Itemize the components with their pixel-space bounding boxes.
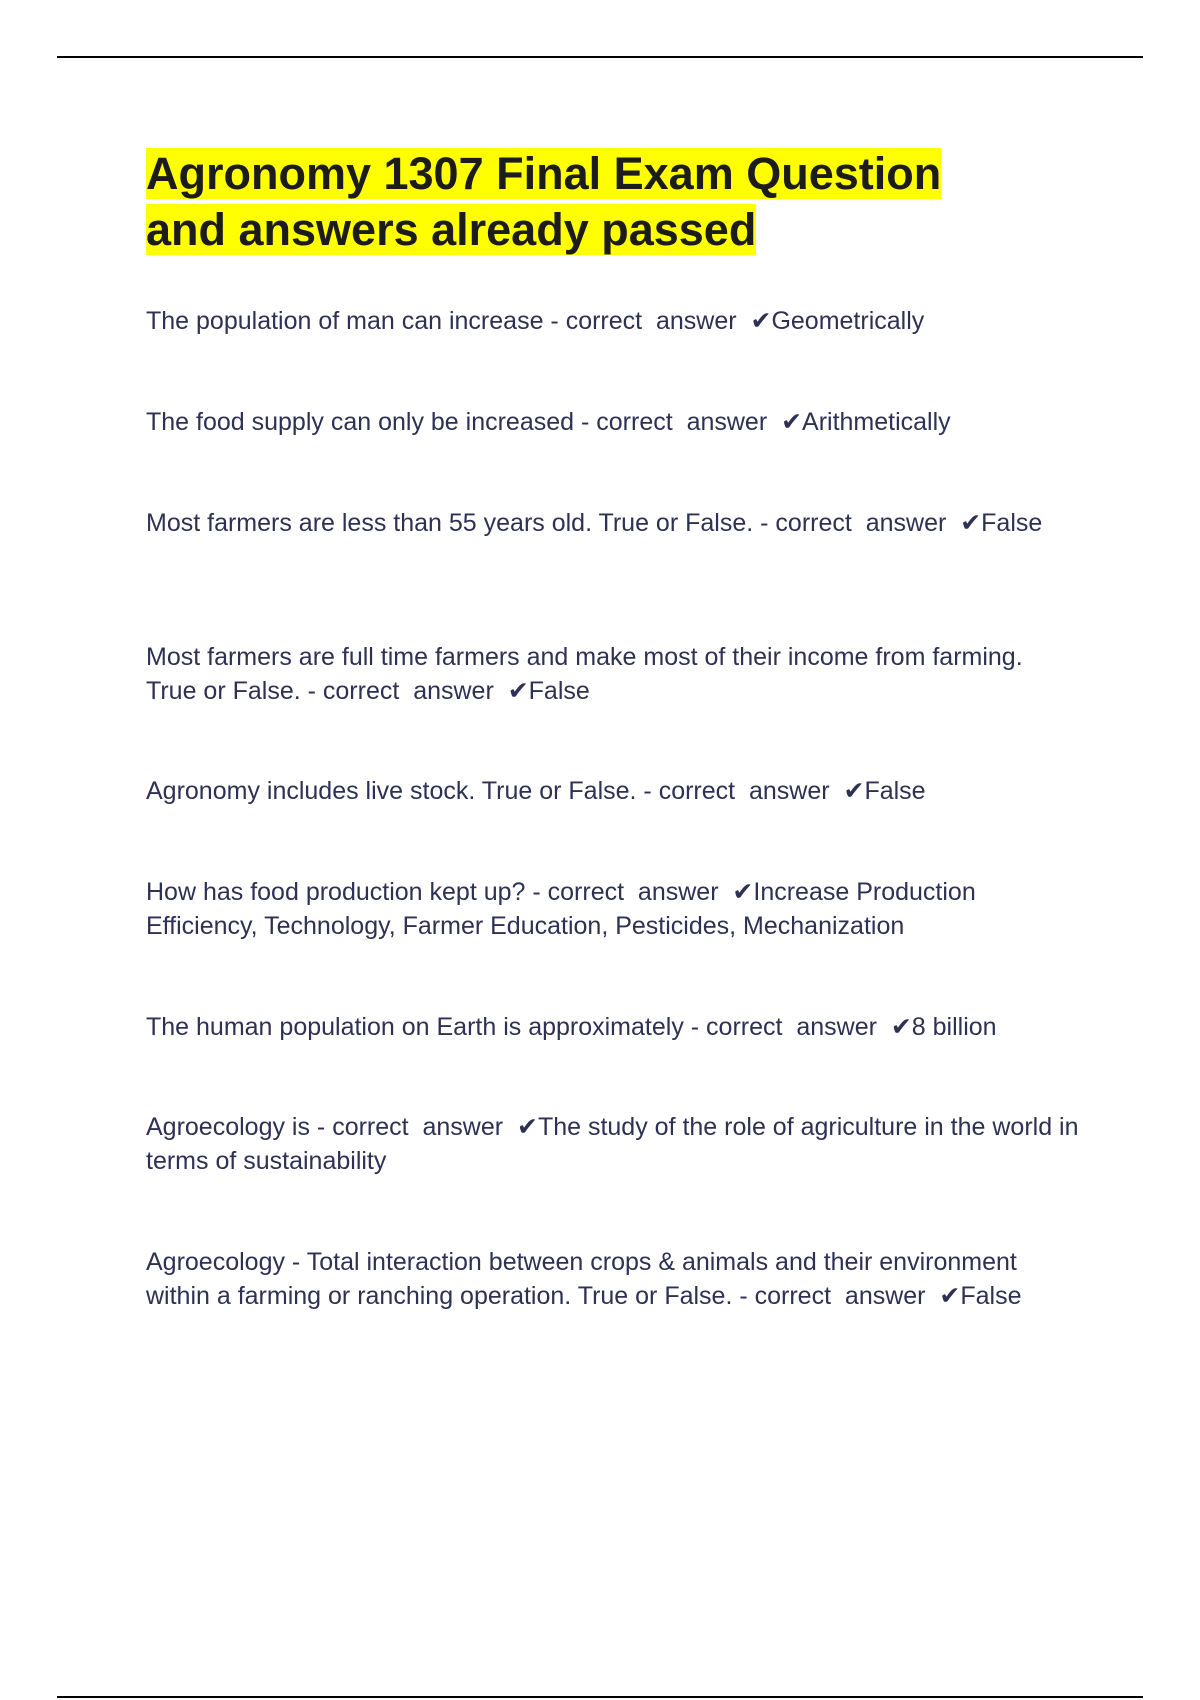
check-icon: ✔ <box>843 777 865 805</box>
title-line-2: and answers already passed <box>146 204 757 255</box>
document-body <box>146 146 1086 258</box>
answer-text: Increase Production Efficiency, Technology, Farmer Education, Pesticides, Mechanization <box>146 878 976 940</box>
qa-item <box>146 1110 1086 1178</box>
answer-separator: - correct answer <box>636 777 844 805</box>
top-rule <box>57 56 1143 58</box>
qa-item <box>146 774 1086 808</box>
check-icon: ✔ <box>750 307 772 335</box>
question-text: Agronomy includes live stock. True or False. <box>146 777 637 805</box>
check-icon: ✔ <box>890 1013 912 1041</box>
question-text: Agroecology is <box>146 1113 310 1141</box>
check-icon: ✔ <box>960 509 982 537</box>
answer-text: Arithmetically <box>802 408 951 436</box>
answer-separator: - correct answer <box>543 307 751 335</box>
answer-separator: - correct answer <box>300 677 508 705</box>
check-icon: ✔ <box>732 878 754 906</box>
qa-item <box>146 405 1086 439</box>
check-icon: ✔ <box>781 408 803 436</box>
answer-text: The study of the role of agriculture in the world in terms of sustainability <box>146 1113 1079 1175</box>
check-icon: ✔ <box>939 1282 961 1310</box>
document-title <box>146 146 1086 258</box>
answer-text: Geometrically <box>771 307 925 335</box>
answer-separator: - correct answer <box>525 878 733 906</box>
answer-text: False <box>960 1282 1022 1310</box>
answer-separator: - correct answer <box>683 1013 891 1041</box>
answer-text: 8 billion <box>911 1013 997 1041</box>
qa-item <box>146 640 1026 708</box>
title-line-1: Agronomy 1307 Final Exam Question <box>146 148 942 199</box>
check-icon: ✔ <box>516 1113 538 1141</box>
answer-separator: - correct answer <box>574 408 782 436</box>
qa-item <box>146 506 1086 540</box>
qa-item <box>146 1245 1066 1313</box>
question-text: How has food production kept up? <box>146 878 526 906</box>
qa-item <box>146 1010 1086 1044</box>
question-text: Most farmers are less than 55 years old. True or False. <box>146 509 754 537</box>
qa-item <box>146 875 1086 943</box>
question-text: Agroecology - Total interaction between crops & animals and their environment within a farming or ranching operation. True or False. <box>146 1248 1017 1310</box>
question-text: The food supply can only be increased <box>146 408 575 436</box>
answer-text: False <box>981 509 1043 537</box>
answer-text: False <box>864 777 926 805</box>
question-text: The human population on Earth is approximately <box>146 1013 684 1041</box>
answer-separator: - correct answer <box>309 1113 517 1141</box>
question-text: The population of man can increase <box>146 307 544 335</box>
answer-text: False <box>528 677 590 705</box>
qa-item <box>146 304 1086 338</box>
answer-separator: - correct answer <box>753 509 961 537</box>
question-text: Most farmers are full time farmers and make most of their income from farming. True or False. <box>146 643 1023 705</box>
check-icon: ✔ <box>507 677 529 705</box>
bottom-rule <box>57 1696 1143 1698</box>
answer-separator: - correct answer <box>732 1282 940 1310</box>
